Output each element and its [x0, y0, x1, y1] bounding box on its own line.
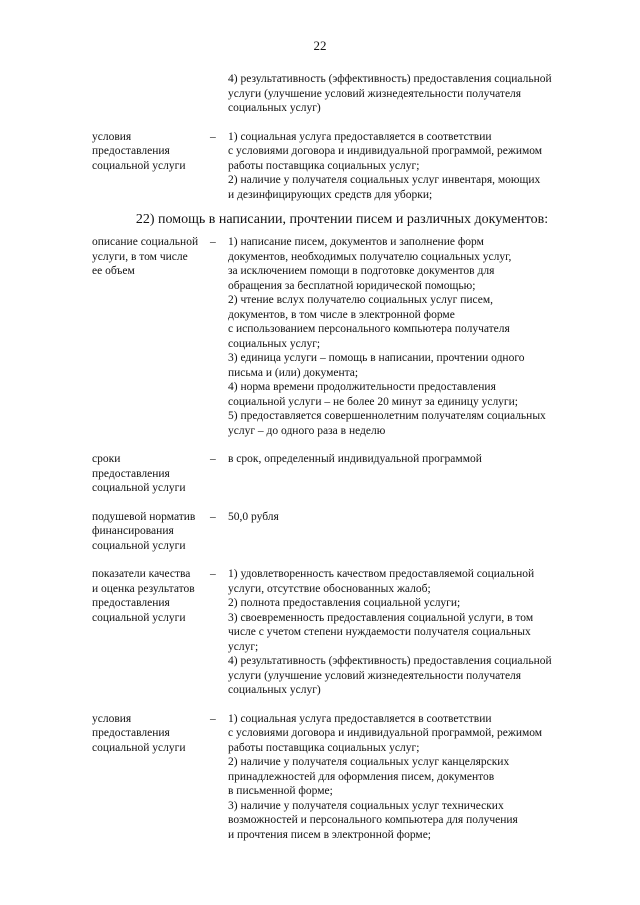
row-dash: –	[210, 130, 216, 143]
row-value	[228, 130, 592, 203]
text-line: 2) чтение вслух получателю социальных услуг писем,	[228, 294, 494, 306]
continuation-text	[92, 72, 592, 116]
text-line: принадлежностей для оформления писем, документов	[228, 770, 495, 783]
row-label: описание социальной услуги, в том числе ее объем	[92, 236, 199, 277]
text-line: 3) наличие у получателя социальных услуг технических	[228, 799, 504, 812]
text-line: 1) удовлетворенность качеством предоставляемой социальной	[228, 568, 535, 580]
text-line: 1) социальная услуга предоставляется в соответствии	[228, 130, 492, 143]
text-line: социальной услуги – не более 20 минут за единицу услуги;	[228, 395, 518, 408]
row-dash: –	[210, 568, 216, 580]
text-line: услуги, отсутствие обоснованных жалоб;	[228, 582, 431, 595]
row-label: сроки предоставления социальной услуги	[92, 453, 186, 494]
text-line: 3) единица услуги – помощь в написании, прочтении одного	[228, 352, 525, 364]
service-row-description	[92, 235, 592, 438]
text-line: услуг;	[228, 640, 259, 653]
text-line: 1) социальная услуга предоставляется в соответствии	[228, 712, 492, 725]
text-line: 2) полнота предоставления социальной услуги;	[228, 597, 461, 609]
text-line: 4) результативность (эффективность) предоставления социальной	[228, 73, 552, 85]
text-line: с условиями договора и индивидуальной программой, режимом	[228, 727, 543, 739]
row-dash: –	[210, 510, 216, 523]
text-line: 4) результативность (эффективность) предоставления социальной	[228, 655, 552, 667]
text-line: услуг – до одного раза в неделю	[228, 424, 386, 437]
text-line: 2) наличие у получателя социальных услуг канцелярских	[228, 756, 510, 768]
text-line: за исключением помощи в подготовке документов для	[228, 265, 495, 277]
text-line: услуги (улучшение условий жизнедеятельности получателя	[228, 669, 522, 682]
row-label: показатели качества и оценка результатов предоставления социальной услуги	[92, 568, 195, 624]
row-dash: –	[210, 236, 216, 248]
page-number: 22	[313, 38, 327, 53]
text-line: числе с учетом степени нуждаемости получателя социальных	[228, 626, 531, 638]
text-line: 2) наличие у получателя социальных услуг инвентаря, моющих	[228, 174, 541, 186]
row-value	[228, 235, 592, 438]
row-value	[228, 452, 592, 467]
text-line: работы поставщика социальных услуг;	[228, 159, 420, 172]
row-value	[228, 510, 592, 525]
service-row-conditions	[92, 130, 592, 203]
text-line: 5) предоставляется совершеннолетним получателям социальных	[228, 410, 546, 422]
row-label: условия предоставления социальной услуги	[92, 130, 186, 172]
text-line: услуги (улучшение условий жизнедеятельности получателя	[228, 87, 522, 100]
text-line: документов, необходимых получателю социальных услуг,	[228, 250, 512, 263]
text-line: 1) написание писем, документов и заполнение форм	[228, 236, 484, 248]
text-line: 3) своевременность предоставления социальной услуги, в том	[228, 611, 534, 624]
text-line: социальных услуг)	[228, 684, 321, 696]
service-row-terms	[92, 452, 592, 496]
document-body	[92, 72, 592, 842]
text-line: возможностей и персонального компьютера для получения	[228, 814, 518, 826]
text-line: в срок, определенный индивидуальной программой	[228, 453, 482, 465]
service-row-conditions-2	[92, 712, 592, 843]
text-line: социальных услуг)	[228, 102, 321, 114]
text-line: обращения за бесплатной юридической помощью;	[228, 279, 476, 292]
row-dash: –	[210, 453, 216, 465]
text-line: с использованием персонального компьютера получателя	[228, 323, 510, 335]
row-value	[228, 712, 592, 843]
section-heading: 22) помощь в написании, прочтении писем и различных документов:	[135, 212, 549, 227]
text-line: и дезинфицирующих средств для уборки;	[228, 188, 433, 201]
service-row-funding	[92, 510, 592, 554]
text-line: и прочтения писем в электронной форме;	[228, 828, 432, 841]
row-value	[228, 567, 592, 698]
text-line: в письменной форме;	[228, 785, 333, 797]
row-label: подушевой норматив финансирования социальной услуги	[92, 510, 196, 552]
text-line: письма и (или) документа;	[228, 366, 359, 379]
service-row-quality	[92, 567, 592, 698]
text-line: документов, в том числе в электронной форме	[228, 308, 455, 321]
row-label: условия предоставления социальной услуги	[92, 712, 186, 754]
text-line: с условиями договора и индивидуальной программой, режимом	[228, 145, 543, 157]
text-line: 4) норма времени продолжительности предоставления	[228, 381, 496, 393]
row-dash: –	[210, 712, 216, 725]
text-line: 50,0 рубля	[228, 510, 279, 523]
text-line: работы поставщика социальных услуг;	[228, 741, 420, 754]
text-line: социальных услуг;	[228, 337, 321, 350]
